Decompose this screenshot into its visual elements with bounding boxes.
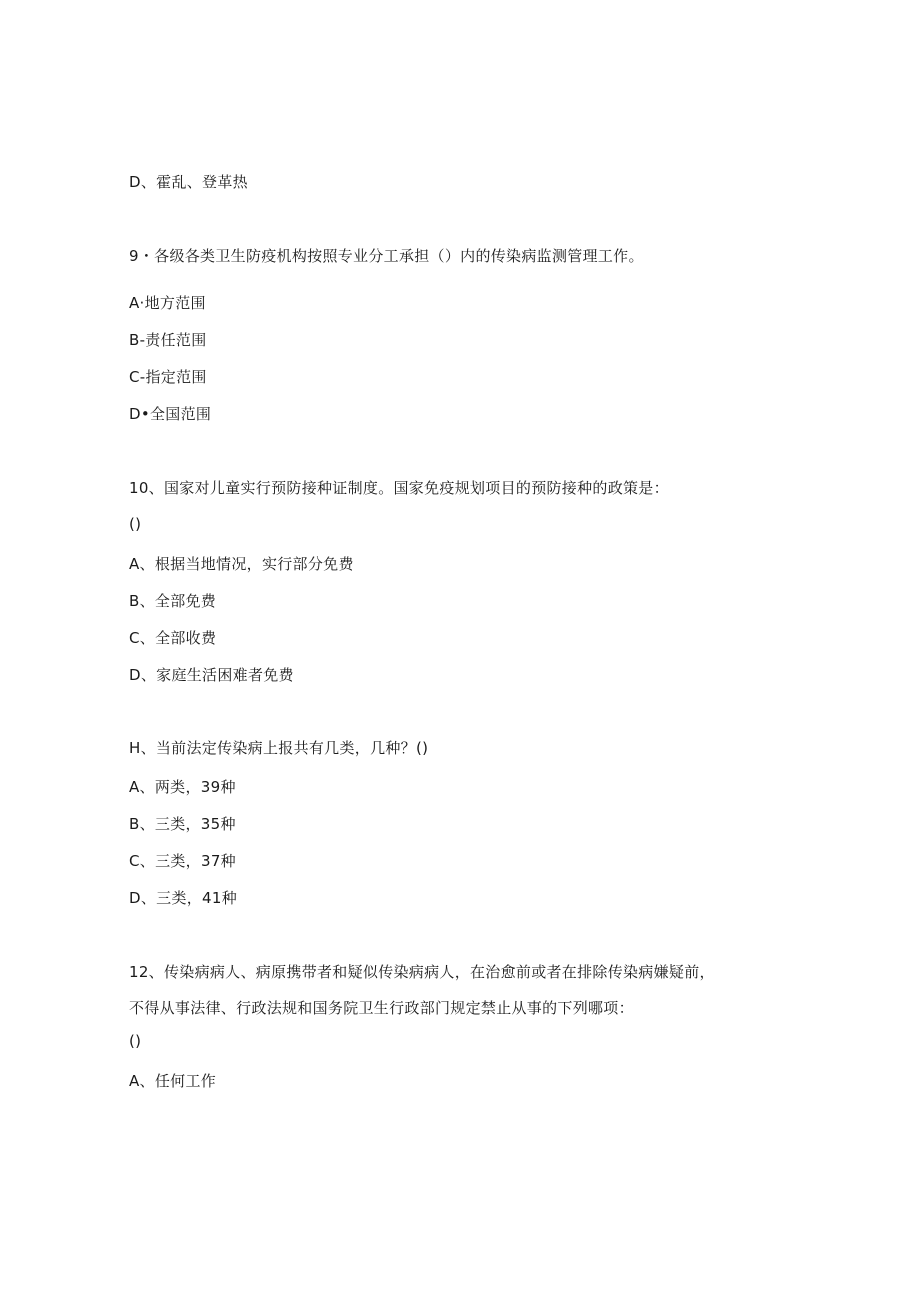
option-b: B、三类，35种: [129, 815, 236, 833]
question-stem-line-1: 12、传染病病人、病原携带者和疑似传染病病人，在治愈前或者在排除传染病嫌疑前，: [129, 963, 715, 981]
option-a: A、两类，39种: [129, 778, 236, 796]
prev-option-d: D、霍乱、登革热: [129, 173, 248, 191]
option-a: A、根据当地情况，实行部分免费: [129, 555, 354, 573]
option-b: B、全部免费: [129, 592, 217, 610]
question-stem-line-2: 不得从事法律、行政法规和国务院卫生行政部门规定禁止从事的下列哪项：: [129, 999, 634, 1017]
question-stem: 10、国家对儿童实行预防接种证制度。国家免疫规划项目的预防接种的政策是：: [129, 479, 669, 497]
question-stem: 9・各级各类卫生防疫机构按照专业分工承担（）内的传染病监测管理工作。: [129, 247, 644, 265]
question-stem: H、当前法定传染病上报共有几类，几种？(): [129, 739, 429, 757]
option-a: A、任何工作: [129, 1072, 217, 1090]
option-d: D、家庭生活困难者免费: [129, 666, 294, 684]
option-a: A·地方范围: [129, 294, 206, 312]
answer-blank: (): [129, 1032, 142, 1050]
option-d: D•全国范围: [129, 405, 212, 423]
option-b: B-责任范围: [129, 331, 207, 349]
option-c: C、三类，37种: [129, 852, 236, 870]
answer-blank: (): [129, 515, 142, 533]
option-c: C-指定范围: [129, 368, 207, 386]
option-d: D、三类，41种: [129, 889, 238, 907]
option-c: C、全部收费: [129, 629, 217, 647]
